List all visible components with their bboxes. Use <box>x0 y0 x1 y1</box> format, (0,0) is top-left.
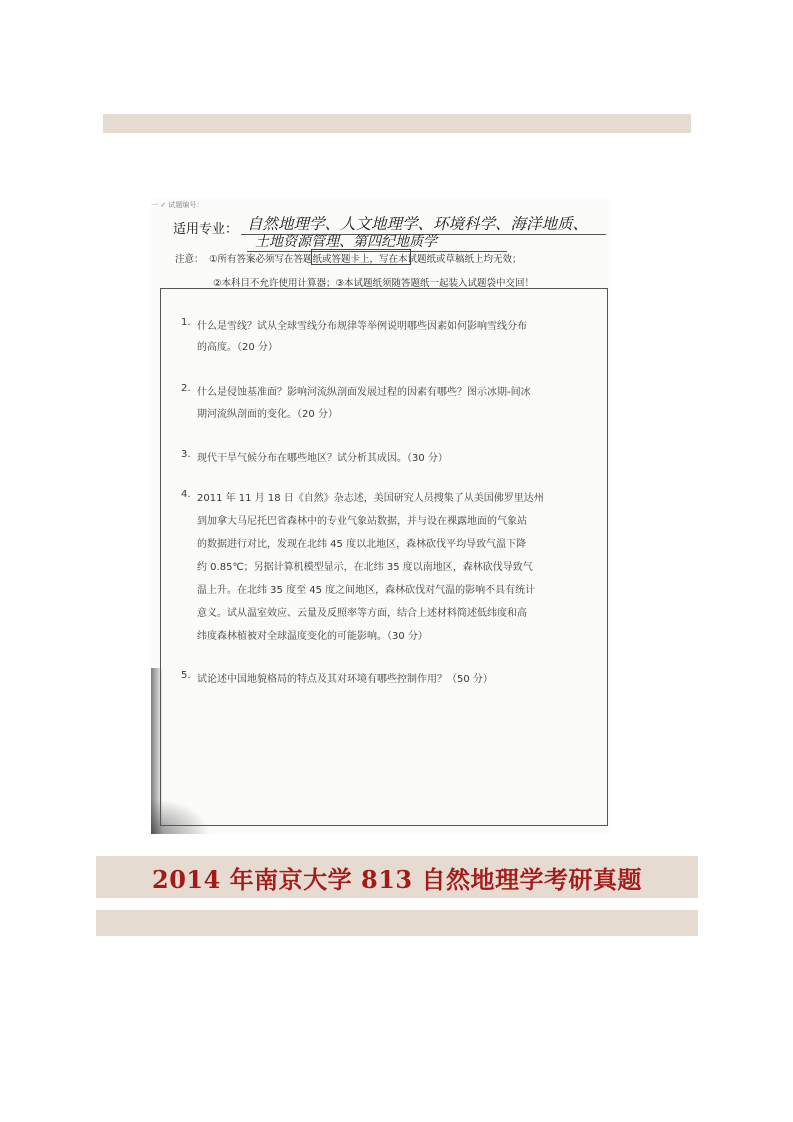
scanned-exam-page <box>151 198 610 834</box>
answer-sheet-box <box>311 249 411 265</box>
notes-label: 注意： <box>175 254 204 265</box>
question-4-line-2: 到加拿大马尼托巴省森林中的专业气象站数据，并与设在裸露地面的气象站 <box>197 516 527 527</box>
question-1-number: 1. <box>181 317 191 328</box>
bottom-decorative-band <box>96 910 698 936</box>
question-2-line-2: 期河流纵剖面的变化。（20 分） <box>197 409 338 420</box>
header-note: 一 ✓ 试题编号： <box>151 201 204 209</box>
top-decorative-band <box>103 114 691 133</box>
question-1-line-1: 什么是雪线？试从全球雪线分布规律等举例说明哪些因素如何影响雪线分布 <box>197 321 527 332</box>
note-line-1-boxed: 答题纸或答题卡 <box>293 254 361 265</box>
question-4-line-7: 纬度森林植被对全球温度变化的可能影响。（30 分） <box>197 631 428 642</box>
question-2-line-1: 什么是侵蚀基准面？影响河流纵剖面发展过程的因素有哪些？图示冰期-间冰 <box>197 387 531 398</box>
question-3-line-1: 现代干旱气候分布在哪些地区？试分析其成因。（30 分） <box>197 453 448 464</box>
question-4-line-4: 约 0.85℃；另据计算机模型显示，在北纬 35 度以南地区，森林砍伐导致气 <box>197 562 533 573</box>
question-4-line-1: 2011 年 11 月 18 日《自然》杂志述，美国研究人员搜集了从美国佛罗里达州 <box>197 493 544 504</box>
document-title: 2014 年南京大学 813 自然地理学考研真题 <box>152 864 642 894</box>
question-4-number: 4. <box>181 489 191 500</box>
question-5-line-1: 试论述中国地貌格局的特点及其对环境有哪些控制作用？（50 分） <box>197 674 493 685</box>
major-label: 适用专业： <box>173 222 239 237</box>
question-3-number: 3. <box>181 449 191 460</box>
title-band <box>96 856 698 898</box>
question-4-line-3: 的数据进行对比，发现在北纬 45 度以北地区，森林砍伐平均导致气温下降 <box>197 539 527 550</box>
question-5-number: 5. <box>181 670 191 681</box>
note-line-1-post: 上，写在本试题纸或草稿纸上均无效； <box>360 254 522 265</box>
question-2-number: 2. <box>181 383 191 394</box>
note-line-2: ②本科目不允许使用计算器；③本试题纸须随答题纸一起装入试题袋中交回！ <box>213 278 535 289</box>
handwritten-majors-line-2: 土地资源管理、第四纪地质学 <box>255 234 437 250</box>
question-1-line-2: 的高度。（20 分） <box>197 342 278 353</box>
question-4-line-5: 温上升。在北纬 35 度至 45 度之间地区，森林砍伐对气温的影响不具有统计 <box>197 585 536 596</box>
question-4-line-6: 意义。试从温室效应、云量及反照率等方面，结合上述材料简述低纬度和高 <box>197 608 527 619</box>
questions-box <box>160 288 608 826</box>
note-line-1-pre: ①所有答案必须写在 <box>209 254 294 265</box>
handwritten-majors-line-1: 自然地理学、人文地理学、环境科学、海洋地质、 <box>247 215 589 233</box>
